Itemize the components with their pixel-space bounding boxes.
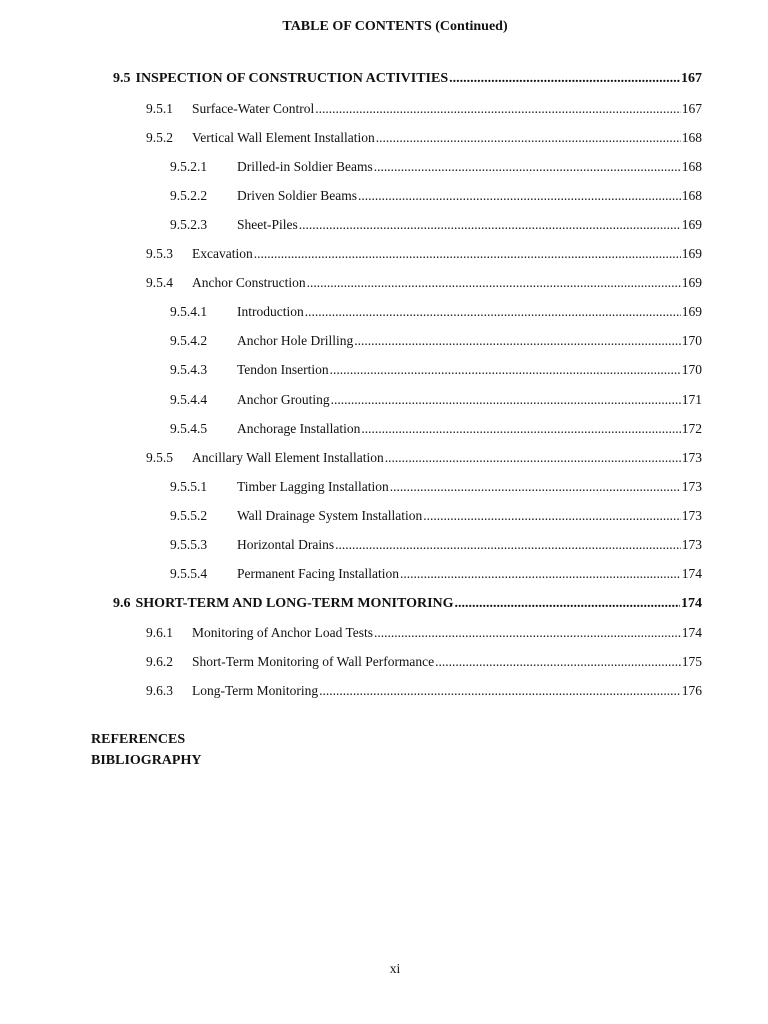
dot-leader [374,159,681,175]
toc-entry-9-5-4[interactable] [146,275,702,291]
toc-entry-number: 9.5.4.2 [170,333,208,348]
toc-entry-title: Vertical Wall Element Installation [192,130,375,145]
toc-entry-title: Short-Term Monitoring of Wall Performance [192,654,435,669]
toc-entry-page: 173 [681,479,702,494]
toc-entry-page: 175 [681,654,702,669]
toc-entry-number: 9.6 [113,596,131,611]
page-title: TABLE OF CONTENTS (Continued) [282,19,508,34]
toc-entry-title: Surface-Water Control [192,101,315,116]
toc-entry-title: Excavation [192,246,253,261]
toc-entry-title: Timber Lagging Installation [237,479,389,494]
toc-entry-9-5-4-5[interactable] [170,421,702,437]
toc-entry-9-6-1[interactable] [146,625,702,641]
bibliography-heading[interactable]: BIBLIOGRAPHY [91,753,202,768]
references-heading[interactable]: REFERENCES [91,732,186,747]
toc-entry-number: 9.5.5.2 [170,508,208,523]
toc-entry-page: 170 [681,333,702,348]
toc-entry-number: 9.5.5.3 [170,537,208,552]
toc-entry-number: 9.5.2.1 [170,159,208,174]
toc-entry-9-5-5-3[interactable] [170,537,702,553]
toc-entry-title: Anchorage Installation [237,421,361,436]
toc-entry-9-6-2[interactable] [146,654,702,670]
toc-entry-number: 9.5.1 [146,101,173,116]
toc-entry-page: 168 [681,188,702,203]
dot-leader [307,275,681,291]
dot-leader [376,130,681,146]
dot-leader [315,101,681,117]
toc-entry-title: Drilled-in Soldier Beams [237,159,373,174]
toc-entry-title: Tendon Insertion [237,362,329,377]
dot-leader [254,246,681,262]
dot-leader [423,508,681,524]
toc-entry-number: 9.5.2.2 [170,188,208,203]
toc-entry-page: 173 [681,508,702,523]
dot-leader [390,479,681,495]
toc-entry-title: Driven Soldier Beams [237,188,357,203]
toc-entry-number: 9.6.2 [146,654,173,669]
toc-entry-title: Long-Term Monitoring [192,683,319,698]
toc-entry-number: 9.6.1 [146,625,173,640]
dot-leader [299,217,681,233]
toc-entry-title: Permanent Facing Installation [237,566,399,581]
toc-entry-page: 173 [681,450,702,465]
dot-leader [331,392,681,408]
toc-entry-9-5-1[interactable] [146,101,702,117]
toc-entry-number: 9.6.3 [146,683,173,698]
dot-leader [319,683,681,699]
dot-leader [449,71,680,87]
dot-leader [330,362,681,378]
dot-leader [305,304,681,320]
toc-entry-9-5-4-1[interactable] [170,304,702,320]
toc-entry-page: 169 [681,217,702,232]
toc-entry-9-5-4-4[interactable] [170,392,702,408]
toc-entry-9-5-5-2[interactable] [170,508,702,524]
toc-entry-page: 171 [681,392,702,407]
toc-entry-page: 170 [681,362,702,377]
toc-entry-9-6[interactable] [113,596,702,612]
toc-entry-page: 176 [681,683,702,698]
toc-entry-number: 9.5.4.5 [170,421,208,436]
dot-leader [435,654,681,670]
toc-entry-page: 172 [681,421,702,436]
dot-leader [400,566,681,582]
toc-entry-number: 9.5 [113,71,131,86]
toc-entry-9-5-5-1[interactable] [170,479,702,495]
toc-entry-title: Wall Drainage System Installation [237,508,423,523]
toc-entry-number: 9.5.5 [146,450,173,465]
toc-entry-title: Introduction [237,304,304,319]
dot-leader [335,537,681,553]
toc-entry-9-5-3[interactable] [146,246,702,262]
toc-entry-number: 9.5.4.1 [170,304,208,319]
toc-entry-number: 9.5.4.4 [170,392,208,407]
toc-entry-title: Ancillary Wall Element Installation [192,450,384,465]
toc-entry-title: Sheet-Piles [237,217,298,232]
toc-entry-9-5-2-1[interactable] [170,159,702,175]
toc-entry-9-6-3[interactable] [146,683,702,699]
toc-entry-page: 169 [681,246,702,261]
toc-entry-9-5-4-2[interactable] [170,333,702,349]
toc-entry-number: 9.5.2.3 [170,217,208,232]
toc-entry-number: 9.5.5.4 [170,566,208,581]
toc-entry-page: 168 [681,159,702,174]
page-number: xi [389,961,401,976]
toc-entry-title: Anchor Hole Drilling [237,333,354,348]
toc-entry-title: Anchor Grouting [237,392,330,407]
toc-entry-9-5-2-3[interactable] [170,217,702,233]
toc-entry-9-5-2-2[interactable] [170,188,702,204]
dot-leader [361,421,680,437]
toc-entry-9-5-5[interactable] [146,450,702,466]
toc-entry-number: 9.5.4 [146,275,173,290]
toc-entry-title: Monitoring of Anchor Load Tests [192,625,374,640]
dot-leader [374,625,681,641]
toc-entry-page: 168 [681,130,702,145]
toc-entry-title: INSPECTION OF CONSTRUCTION ACTIVITIES [135,71,449,86]
toc-entry-number: 9.5.4.3 [170,362,208,377]
toc-entry-page: 169 [681,275,702,290]
dot-leader [385,450,681,466]
toc-entry-9-5-4-3[interactable] [170,362,702,378]
toc-entry-page: 174 [681,596,702,611]
toc-entry-number: 9.5.2 [146,130,173,145]
toc-entry-page: 174 [681,566,702,581]
toc-entry-9-5-5-4[interactable] [170,566,702,582]
toc-entry-page: 173 [681,537,702,552]
toc-entry-title: Horizontal Drains [237,537,335,552]
toc-entry-number: 9.5.5.1 [170,479,208,494]
toc-entry-page: 167 [681,101,702,116]
toc-entry-title: Anchor Construction [192,275,306,290]
dot-leader [358,188,681,204]
toc-entry-9-5-2[interactable] [146,130,702,146]
toc-entry-title: SHORT-TERM AND LONG-TERM MONITORING [135,596,454,611]
toc-entry-page: 167 [681,71,702,86]
dot-leader [455,596,680,612]
toc-entry-number: 9.5.3 [146,246,173,261]
toc-entry-page: 169 [681,304,702,319]
toc-entry-page: 174 [681,625,702,640]
dot-leader [354,333,681,349]
toc-entry-9-5[interactable] [113,71,702,87]
